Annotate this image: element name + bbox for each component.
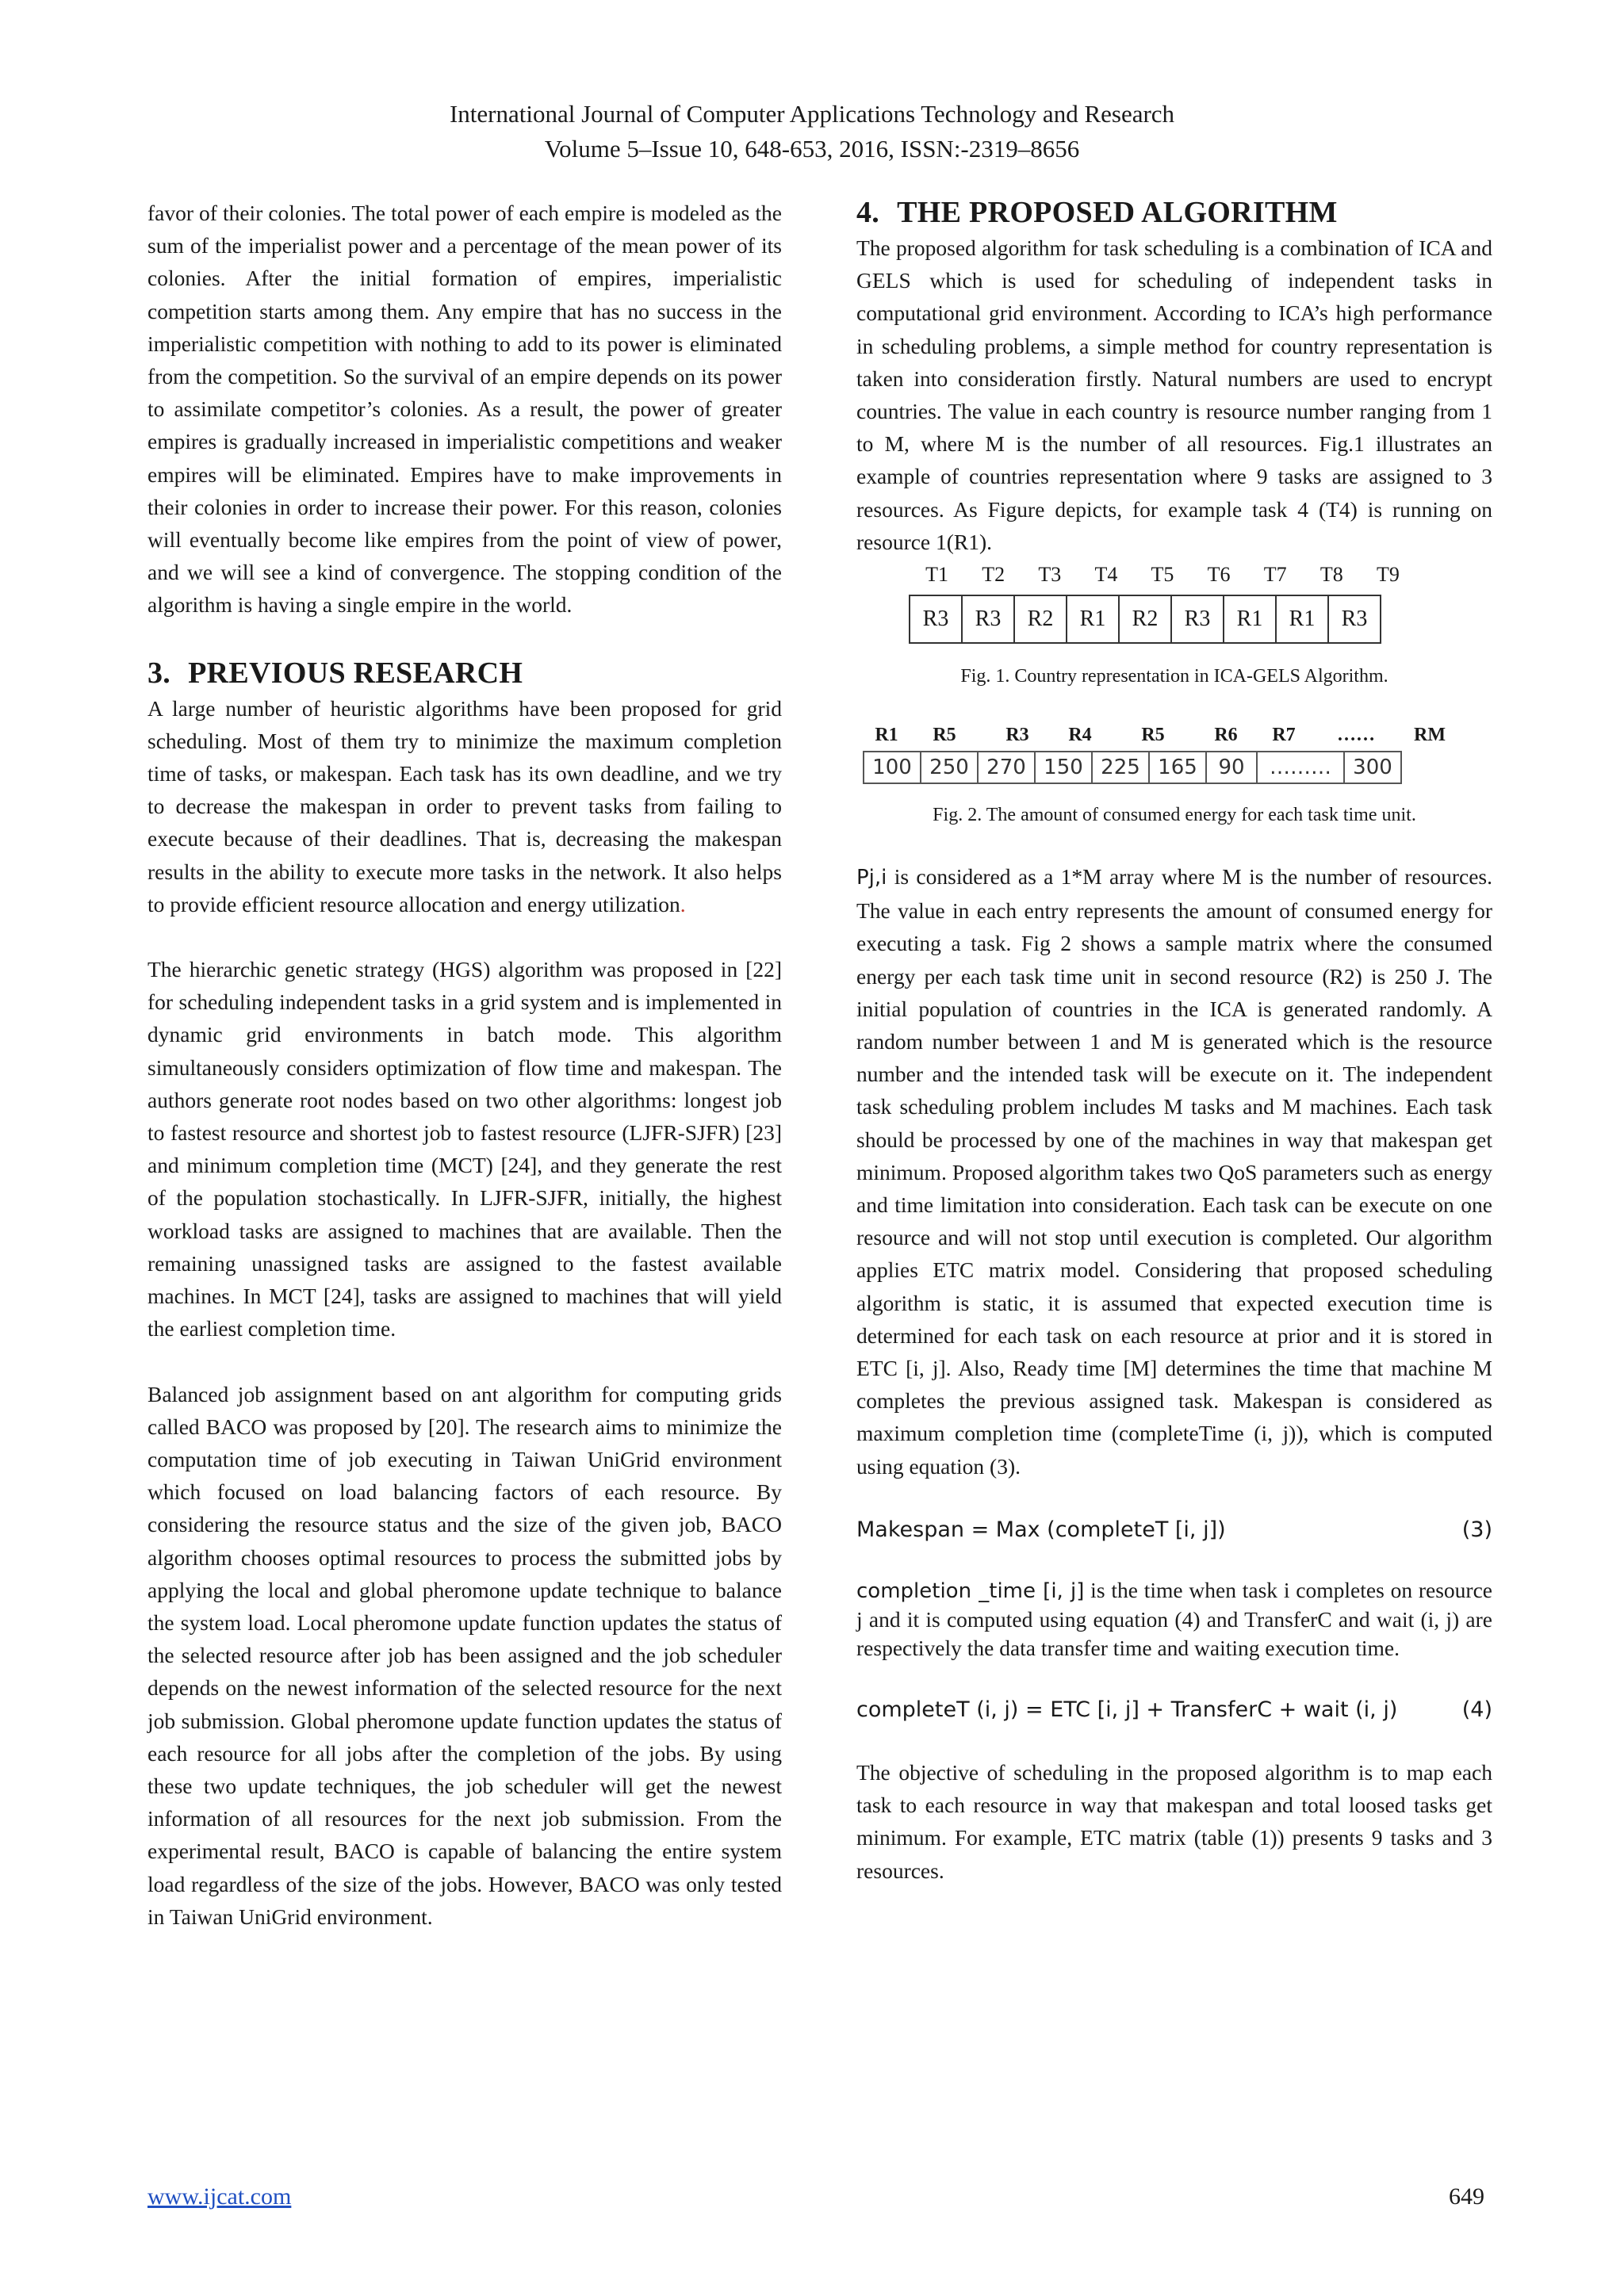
paragraph-s3-1 bbox=[147, 692, 782, 920]
page-number: 649 bbox=[1449, 2183, 1484, 2210]
paragraph-s3-1-text: A large number of heuristic algorithms have been proposed for grid scheduling. Most of them try to minimize the maximum completion time of tasks, or makespan. Each task has its own deadline, and we try to decrease the makespan in order to prevent tasks from failing to execute because of their deadlines. That is, decreasing the makespan results in the ability to execute more tasks in the network. It also helps to provide efficient resource allocation and energy utilization bbox=[147, 695, 782, 916]
fig2-label: R5 bbox=[933, 725, 956, 746]
paragraph-s3-2: The hierarchic genetic strategy (HGS) algorithm was proposed in [22] for scheduling independent tasks in a grid system and is implemented in dynamic grid environments in batch mode. This algorithm simultaneously considers optimization of flow time and makespan. The authors generate root nodes based on two other algorithms: longest job to fastest resource and shortest job to fastest resource (LJFR-SJFR) [23] and minimum completion time (MCT) [24], and they generate the rest of the population stochastically. In LJFR-SJFR, initially, the highest workload tasks are assigned to machines that are available. Then the remaining unassigned tasks are assigned to the fastest available machines. In MCT [24], tasks are assigned to machines that will yield the earliest completion time. bbox=[147, 957, 782, 1341]
fig1-task-label: T3 bbox=[1038, 563, 1062, 587]
paragraph-s4-2 bbox=[856, 860, 1492, 1483]
equation-3-number: (3) bbox=[1461, 1517, 1492, 1542]
paragraph-s4-4: The objective of scheduling in the proposed algorithm is to map each task to each resource in way that makespan and total loosed tasks get minimum. For example, ETC matrix (table (1)) presents 9 tasks and 3 resources. bbox=[856, 1759, 1492, 1883]
equation-4 bbox=[856, 1694, 1492, 1726]
section-4-number: 4. bbox=[856, 196, 880, 229]
fig1-task-label: T6 bbox=[1207, 563, 1231, 587]
journal-title: International Journal of Computer Applications Technology and Research bbox=[449, 100, 1175, 128]
volume-info: Volume 5–Issue 10, 648-653, 2016, ISSN:-2319–8656 bbox=[544, 135, 1080, 163]
fig2-value-cell: 270 bbox=[978, 752, 1035, 783]
fig1-resource-cell: R1 bbox=[1224, 595, 1276, 643]
table-row bbox=[910, 595, 1381, 643]
section-4-heading bbox=[856, 193, 1492, 232]
fig2-label: …… bbox=[1337, 725, 1375, 746]
section-3-heading bbox=[147, 654, 782, 692]
fig1-task-labels bbox=[909, 563, 1416, 587]
fig1-resource-cell: R3 bbox=[1328, 595, 1381, 643]
paragraph-s4-3-text: is the time when task i completes on resource j and it is computed using equation (4) and TransferC and wait (i, j) are respectively the data transfer time and waiting execution time. bbox=[856, 1577, 1493, 1660]
fig1-task-label: T8 bbox=[1320, 563, 1343, 587]
right-column bbox=[856, 197, 1492, 1887]
fig2-caption: Fig. 2. The amount of consumed energy for each task time unit. bbox=[933, 805, 1416, 826]
completion-time-symbol: completion _time [i, j] bbox=[856, 1578, 1085, 1603]
table-row bbox=[864, 752, 1401, 783]
fig1-task-label: T1 bbox=[925, 563, 948, 587]
running-header bbox=[0, 97, 1624, 166]
equation-4-number: (4) bbox=[1461, 1697, 1492, 1722]
fig2-resource-labels bbox=[863, 725, 1481, 746]
fig1-resource-cell: R3 bbox=[1171, 595, 1224, 643]
fig1-task-label: T5 bbox=[1151, 563, 1174, 587]
fig1-task-label: T9 bbox=[1376, 563, 1400, 587]
fig1-resource-cell: R2 bbox=[1014, 595, 1067, 643]
figure-1 bbox=[856, 563, 1492, 690]
fig1-resource-cell: R3 bbox=[962, 595, 1014, 643]
footer-website-link[interactable]: www.ijcat.com bbox=[147, 2183, 292, 2210]
section-3-number: 3. bbox=[147, 656, 171, 690]
fig2-value-cell: ……… bbox=[1257, 752, 1344, 783]
pji-symbol: Pj,i bbox=[856, 866, 887, 890]
fig2-label: R7 bbox=[1272, 725, 1296, 746]
equation-4-body: completeT (i, j) = ETC [i, j] + TransferC + wait (i, j) bbox=[856, 1697, 1398, 1722]
fig2-label: RM bbox=[1414, 725, 1446, 746]
paragraph-s4-3 bbox=[856, 1576, 1492, 1663]
paragraph-s3-3: Balanced job assignment based on ant algorithm for computing grids called BACO was proposed by [20]. The research aims to minimize the computation time of job executing in Taiwan UniGrid environment which focused on load balancing factors of each resource. By considering the resource status and the size of the given job, BACO algorithm chooses optimal resources to process the submitted jobs by applying the local and global pheromone update technique to balance the system load. Local pheromone update function updates the status of the selected resource after job has been assigned and the job scheduler depends on the newest information of the selected resource for the next job submission. Global pheromone update function updates the status of each resource for all jobs after the completion of the jobs. By using these two update techniques, the job scheduler will get the newest information of all resources for the next job submission. From the experimental result, BACO is capable of balancing the entire system load regardless of the size of the jobs. However, BACO was only tested in Taiwan UniGrid environment. bbox=[147, 1381, 782, 1929]
paragraph-s4-2-text: is considered as a 1*M array where M is the number of resources. The value in each entry represents the amount of consumed energy for executing a task. Fig 2 shows a sample matrix where the consumed energy per each task time unit in second resource (R2) is 250 J. The initial population of countries in the ICA is generated randomly. A random number between 1 and M is generated which is the resource number and the intended task will be execute on it. The independent task scheduling problem includes M tasks and M machines. Each task should be processed by one of the machines in way that makespan get minimum. Proposed algorithm takes two QoS parameters such as energy and time limitation into consideration. Each task can be execute on one resource and will not stop until execution is completed. Our algorithm applies ETC matrix model. Considering that proposed scheduling algorithm is static, it is assumed that expected execution time is determined for each task on each resource at prior and it is stored in ETC [i, j]. Also, Ready time [M] determines the time that machine M completes the previous assigned task. Makespan is considered as maximum completion time (completeTime (i, j)), which is computed using equation (3). bbox=[856, 864, 1492, 1479]
fig2-value-cell: 90 bbox=[1206, 752, 1257, 783]
figure-2 bbox=[856, 725, 1492, 828]
section-3-title: PREVIOUS RESEARCH bbox=[188, 656, 523, 690]
equation-3-body: Makespan = Max (completeT [i, j]) bbox=[856, 1517, 1226, 1542]
fig2-label: R3 bbox=[1005, 725, 1029, 746]
paragraph-intro: favor of their colonies. The total power of each empire is modeled as the sum of the imperialist power and a percentage of the mean power of its colonies. After the initial formation of empires, imperialistic competition starts among them. Any empire that has no success in the imperialistic competition with nothing to add to its power is eliminated from the competition. So the survival of an empire depends on its power to assimilate competitor’s colonies. As a result, the power of greater empires is gradually increased in imperialistic competitions and weaker empires will be eliminated. Empires have to make improvements in their colonies in order to increase their power. For this reason, colonies will eventually become like empires from the point of view of power, and we will see a kind of convergence. The stopping condition of the algorithm is having a single empire in the world. bbox=[147, 201, 782, 618]
fig2-value-cell: 225 bbox=[1092, 752, 1149, 783]
fig1-resource-cell: R2 bbox=[1119, 595, 1171, 643]
fig2-label: R6 bbox=[1214, 725, 1238, 746]
fig1-task-label: T4 bbox=[1094, 563, 1118, 587]
fig1-resource-cell: R3 bbox=[910, 595, 962, 643]
fig1-resource-cell: R1 bbox=[1276, 595, 1328, 643]
paragraph-s3-1-end: . bbox=[680, 891, 686, 916]
fig1-task-label: T7 bbox=[1263, 563, 1287, 587]
fig2-value-cell: 100 bbox=[864, 752, 921, 783]
fig1-task-label: T2 bbox=[982, 563, 1005, 587]
equation-3 bbox=[856, 1514, 1492, 1546]
fig2-label: R1 bbox=[875, 725, 898, 746]
fig1-caption: Fig. 1. Country representation in ICA-GELS Algorithm. bbox=[960, 666, 1388, 687]
fig2-label: R5 bbox=[1141, 725, 1165, 746]
section-4-title: THE PROPOSED ALGORITHM bbox=[897, 196, 1338, 229]
fig1-resource-cell: R1 bbox=[1067, 595, 1119, 643]
fig2-value-cell: 250 bbox=[921, 752, 978, 783]
fig1-resource-table bbox=[909, 595, 1381, 644]
fig2-value-cell: 165 bbox=[1149, 752, 1206, 783]
left-column bbox=[147, 197, 782, 1933]
paragraph-s4-1: The proposed algorithm for task scheduling is a combination of ICA and GELS which is used for scheduling of independent tasks in computational grid environment. According to ICA’s high performance in scheduling problems, a simple method for country representation is taken into consideration firstly. Natural numbers are used to encrypt countries. The value in each country is resource number ranging from 1 to M, where M is the number of all resources. Fig.1 illustrates an example of countries representation where 9 tasks are assigned to 3 resources. As Figure depicts, for example task 4 (T4) is running on resource 1(R1). bbox=[856, 235, 1492, 554]
fig2-value-cell: 150 bbox=[1035, 752, 1092, 783]
fig2-value-cell: 300 bbox=[1344, 752, 1401, 783]
fig2-energy-table bbox=[863, 751, 1402, 784]
fig2-label: R4 bbox=[1068, 725, 1092, 746]
